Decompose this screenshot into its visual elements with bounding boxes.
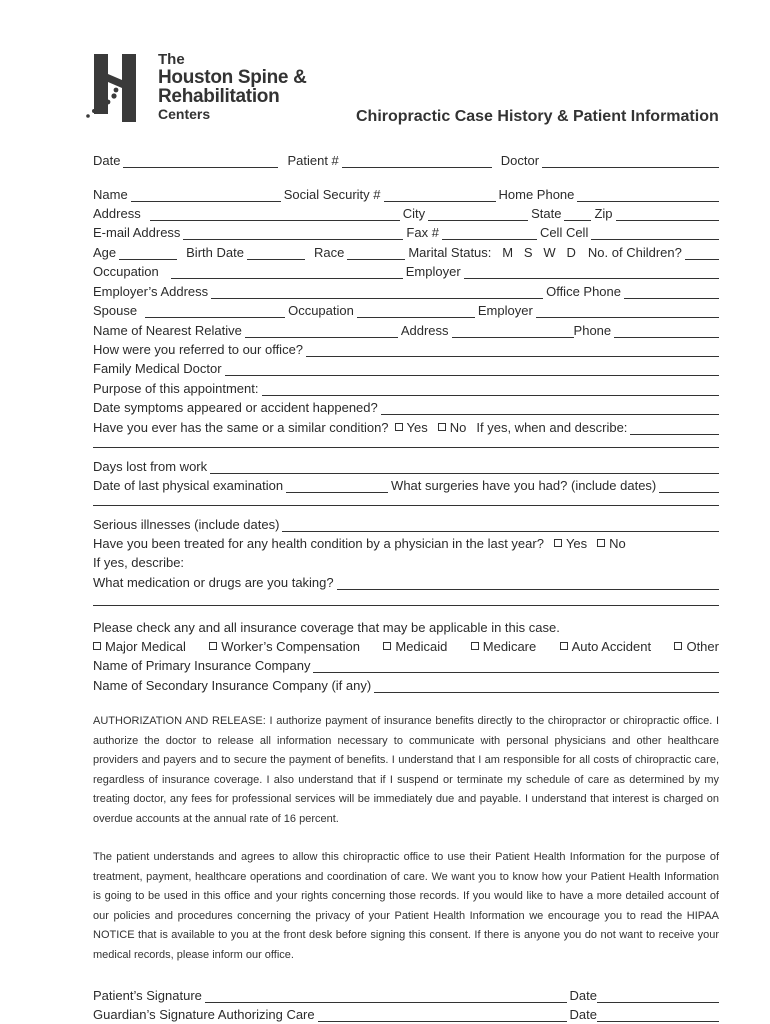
children-label: No. of Children? [587,245,682,260]
row-email [93,222,719,240]
no-label: No [609,536,626,551]
birth-date-field[interactable] [247,247,305,260]
zip-label: Zip [594,206,613,221]
occupation-field[interactable] [171,266,403,279]
patient-signature-field[interactable] [205,990,567,1003]
purpose-field[interactable] [262,383,720,396]
checkbox-icon[interactable] [597,539,605,547]
occupation-label: Occupation [93,264,159,279]
relative-phone-label: Phone [573,323,612,338]
patient-number-label: Patient # [287,153,339,168]
checkbox-icon[interactable] [209,642,217,650]
relative-address-label: Address [400,323,449,338]
insurance-prompt-label: Please check any and all insurance coverage that may be applicable in this case. [93,620,560,635]
address-field[interactable] [150,208,400,221]
fax-field[interactable] [442,227,537,240]
birth-date-label: Birth Date [186,245,244,260]
primary-insurance-field[interactable] [313,660,719,673]
employer-field[interactable] [464,266,719,279]
row-if-yes-describe [93,552,719,570]
days-lost-label: Days lost from work [93,459,208,474]
race-label: Race [313,245,345,260]
guardian-signature-date-field[interactable] [597,1009,719,1022]
insurance-option-label: Worker’s Compensation [221,639,361,654]
row-family-doctor [93,358,719,376]
guardian-signature-label: Guardian’s Signature Authorizing Care [93,1007,315,1022]
office-phone-label: Office Phone [546,284,621,299]
insurance-option-label: Major Medical [105,639,186,654]
purpose-label: Purpose of this appointment: [93,381,259,396]
referred-label: How were you referred to our office? [93,342,304,357]
insurance-workers-comp[interactable] [209,639,360,654]
family-doctor-field[interactable] [225,363,719,376]
logo-line: The [158,51,185,68]
row-nearest-relative [93,320,719,338]
insurance-medicaid[interactable] [383,639,447,654]
date-label: Date [569,988,597,1003]
row-purpose [93,378,719,396]
ssn-label: Social Security # [283,187,381,202]
employer-address-field[interactable] [211,286,543,299]
row-patient-signature [93,985,719,1003]
employer-address-label: Employer’s Address [93,284,209,299]
treated-no[interactable] [597,536,626,551]
row-serious-illnesses [93,514,719,532]
patient-signature-date-field[interactable] [597,990,719,1003]
relative-phone-field[interactable] [614,325,719,338]
if-yes-describe-label: If yes, describe: [93,555,185,570]
row-spouse [93,300,719,318]
checkbox-icon[interactable] [438,423,446,431]
when-describe-field[interactable] [630,422,719,435]
row-insurance-options [93,636,719,654]
row-name [93,184,719,202]
spouse-occupation-label: Occupation [288,303,354,318]
days-lost-field[interactable] [210,461,719,474]
row-insurance-prompt [93,617,719,635]
fax-label: Fax # [406,225,439,240]
checkbox-icon[interactable] [395,423,403,431]
checkbox-icon[interactable] [383,642,391,650]
medication-field[interactable] [337,577,719,590]
state-field[interactable] [564,208,591,221]
logo-line: Houston Spine & [158,67,307,88]
cell-label: Cell Cell [539,225,589,240]
insurance-option-label: Medicaid [395,639,448,654]
city-field[interactable] [428,208,528,221]
checkbox-icon[interactable] [554,539,562,547]
nearest-relative-field[interactable] [245,325,398,338]
spouse-label: Spouse [93,303,138,318]
date-field[interactable] [123,155,278,168]
nearest-relative-label: Name of Nearest Relative [93,323,242,338]
row-occupation [93,261,719,279]
similar-condition-yes[interactable] [395,420,428,435]
row-guardian-signature [93,1004,719,1022]
age-label: Age [93,245,117,260]
race-field[interactable] [347,247,405,260]
zip-field[interactable] [616,208,719,221]
row-symptoms-date [93,397,719,415]
insurance-other[interactable] [674,639,719,654]
row-medication [93,572,719,590]
symptoms-date-label: Date symptoms appeared or accident happened? [93,400,378,415]
checkbox-icon[interactable] [560,642,568,650]
home-phone-label: Home Phone [498,187,575,202]
children-field[interactable] [685,247,719,260]
row-last-physical [93,475,719,493]
cell-field[interactable] [591,227,719,240]
medication-label: What medication or drugs are you taking? [93,575,334,590]
logo-line: Rehabilitation [158,86,280,107]
home-phone-field[interactable] [577,189,719,202]
authorization-paragraph: AUTHORIZATION AND RELEASE: I authorize payment of insurance benefits directly to the chiropractor or chiropractic office. I authorize the doctor to release all information necessary to communicate with personal physicians and other healthcare providers and payers and to secure the payment of benefits. I understand that I am responsible for all costs of chiropractic care, regardless of insurance coverage. I also understand that if I suspend or terminate my schedule of care as determined by my treating doctor, any fees for professional services will be immediately due and payable. I understand that interest is charged on overdue accounts at the annual rate of 16 percent. [93,715,719,825]
patient-number-field[interactable] [342,155,492,168]
row-days-lost [93,456,719,474]
ssn-field[interactable] [384,189,496,202]
insurance-medicare[interactable] [471,639,536,654]
last-physical-field[interactable] [286,480,388,493]
serious-illnesses-label: Serious illnesses (include dates) [93,517,280,532]
spouse-field[interactable] [145,305,285,318]
when-describe-label: If yes, when and describe: [476,420,628,435]
row-address [93,203,719,221]
doctor-label: Doctor [500,153,540,168]
no-label: No [449,420,467,435]
name-field[interactable] [131,189,281,202]
row-similar-condition [93,417,719,435]
similar-condition-no[interactable] [438,420,467,435]
age-field[interactable] [119,247,177,260]
row-age [93,242,719,260]
row-referred [93,339,719,357]
describe-continuation-line[interactable] [93,447,719,448]
checkbox-icon[interactable] [93,642,101,650]
hipaa-paragraph: The patient understands and agrees to allow this chiropractic office to use their Patient Health Information for the purpose of treatment, payment, healthcare operations and coordination of care. We want you to know how your Patient Health Information is going to be used in this office and your rights concerning those records. If you would like to have a more detailed account of our policies and procedures concerning the privacy of your Patient Health Information we encourage you to read the HIPAA NOTICE that is available to you at the front desk before signing this consent. If there is anyone you do not want to receive your medical records, please inform our office. [93,851,719,961]
insurance-option-label: Auto Accident [571,639,652,654]
logo-line: Centers [158,106,211,122]
office-phone-field[interactable] [624,286,719,299]
spouse-employer-field[interactable] [536,305,719,318]
surgeries-field[interactable] [659,480,719,493]
spouse-employer-label: Employer [477,303,533,318]
address-label: Address [93,206,141,221]
email-field[interactable] [183,227,403,240]
insurance-auto-accident[interactable] [560,639,652,654]
doctor-field[interactable] [542,155,719,168]
medication-continuation-line[interactable] [93,605,719,606]
spouse-occupation-field[interactable] [357,305,475,318]
secondary-insurance-label: Name of Secondary Insurance Company (if any) [93,678,372,693]
state-label: State [531,206,562,221]
name-label: Name [93,187,128,202]
treated-yes[interactable] [554,536,587,551]
city-label: City [402,206,426,221]
surgeries-label: What surgeries have you had? (include dates) [391,478,657,493]
insurance-option-label: Other [686,639,719,654]
yes-label: Yes [565,536,588,551]
checkbox-icon[interactable] [674,642,682,650]
employer-label: Employer [405,264,461,279]
family-doctor-label: Family Medical Doctor [93,361,222,376]
row-primary-insurance [93,655,719,673]
marital-status-label[interactable]: Marital Status: M S W D [408,245,576,260]
referred-field[interactable] [306,344,719,357]
similar-condition-label: Have you ever has the same or a similar condition? [93,420,389,435]
checkbox-icon[interactable] [471,642,479,650]
symptoms-date-field[interactable] [381,402,719,415]
last-physical-label: Date of last physical examination [93,478,284,493]
treated-last-year-label: Have you been treated for any health condition by a physician in the last year? [93,536,544,551]
relative-address-field[interactable] [452,325,574,338]
guardian-signature-field[interactable] [318,1009,567,1022]
row-date-patient-doctor [93,150,719,168]
surgeries-continuation-line[interactable] [93,505,719,506]
row-employer-address [93,281,719,299]
email-label: E-mail Address [93,225,181,240]
serious-illnesses-field[interactable] [282,519,719,532]
patient-signature-label: Patient’s Signature [93,988,202,1003]
logo-wordmark [158,52,307,121]
row-secondary-insurance [93,675,719,693]
primary-insurance-label: Name of Primary Insurance Company [93,658,311,673]
row-treated-last-year [93,533,719,551]
insurance-major-medical[interactable] [93,639,186,654]
yes-label: Yes [406,420,428,435]
secondary-insurance-field[interactable] [374,680,719,693]
date-label: Date [569,1007,597,1022]
insurance-option-label: Medicare [482,639,537,654]
document-title: Chiropractic Case History & Patient Information [356,108,719,125]
date-label: Date [93,153,121,168]
